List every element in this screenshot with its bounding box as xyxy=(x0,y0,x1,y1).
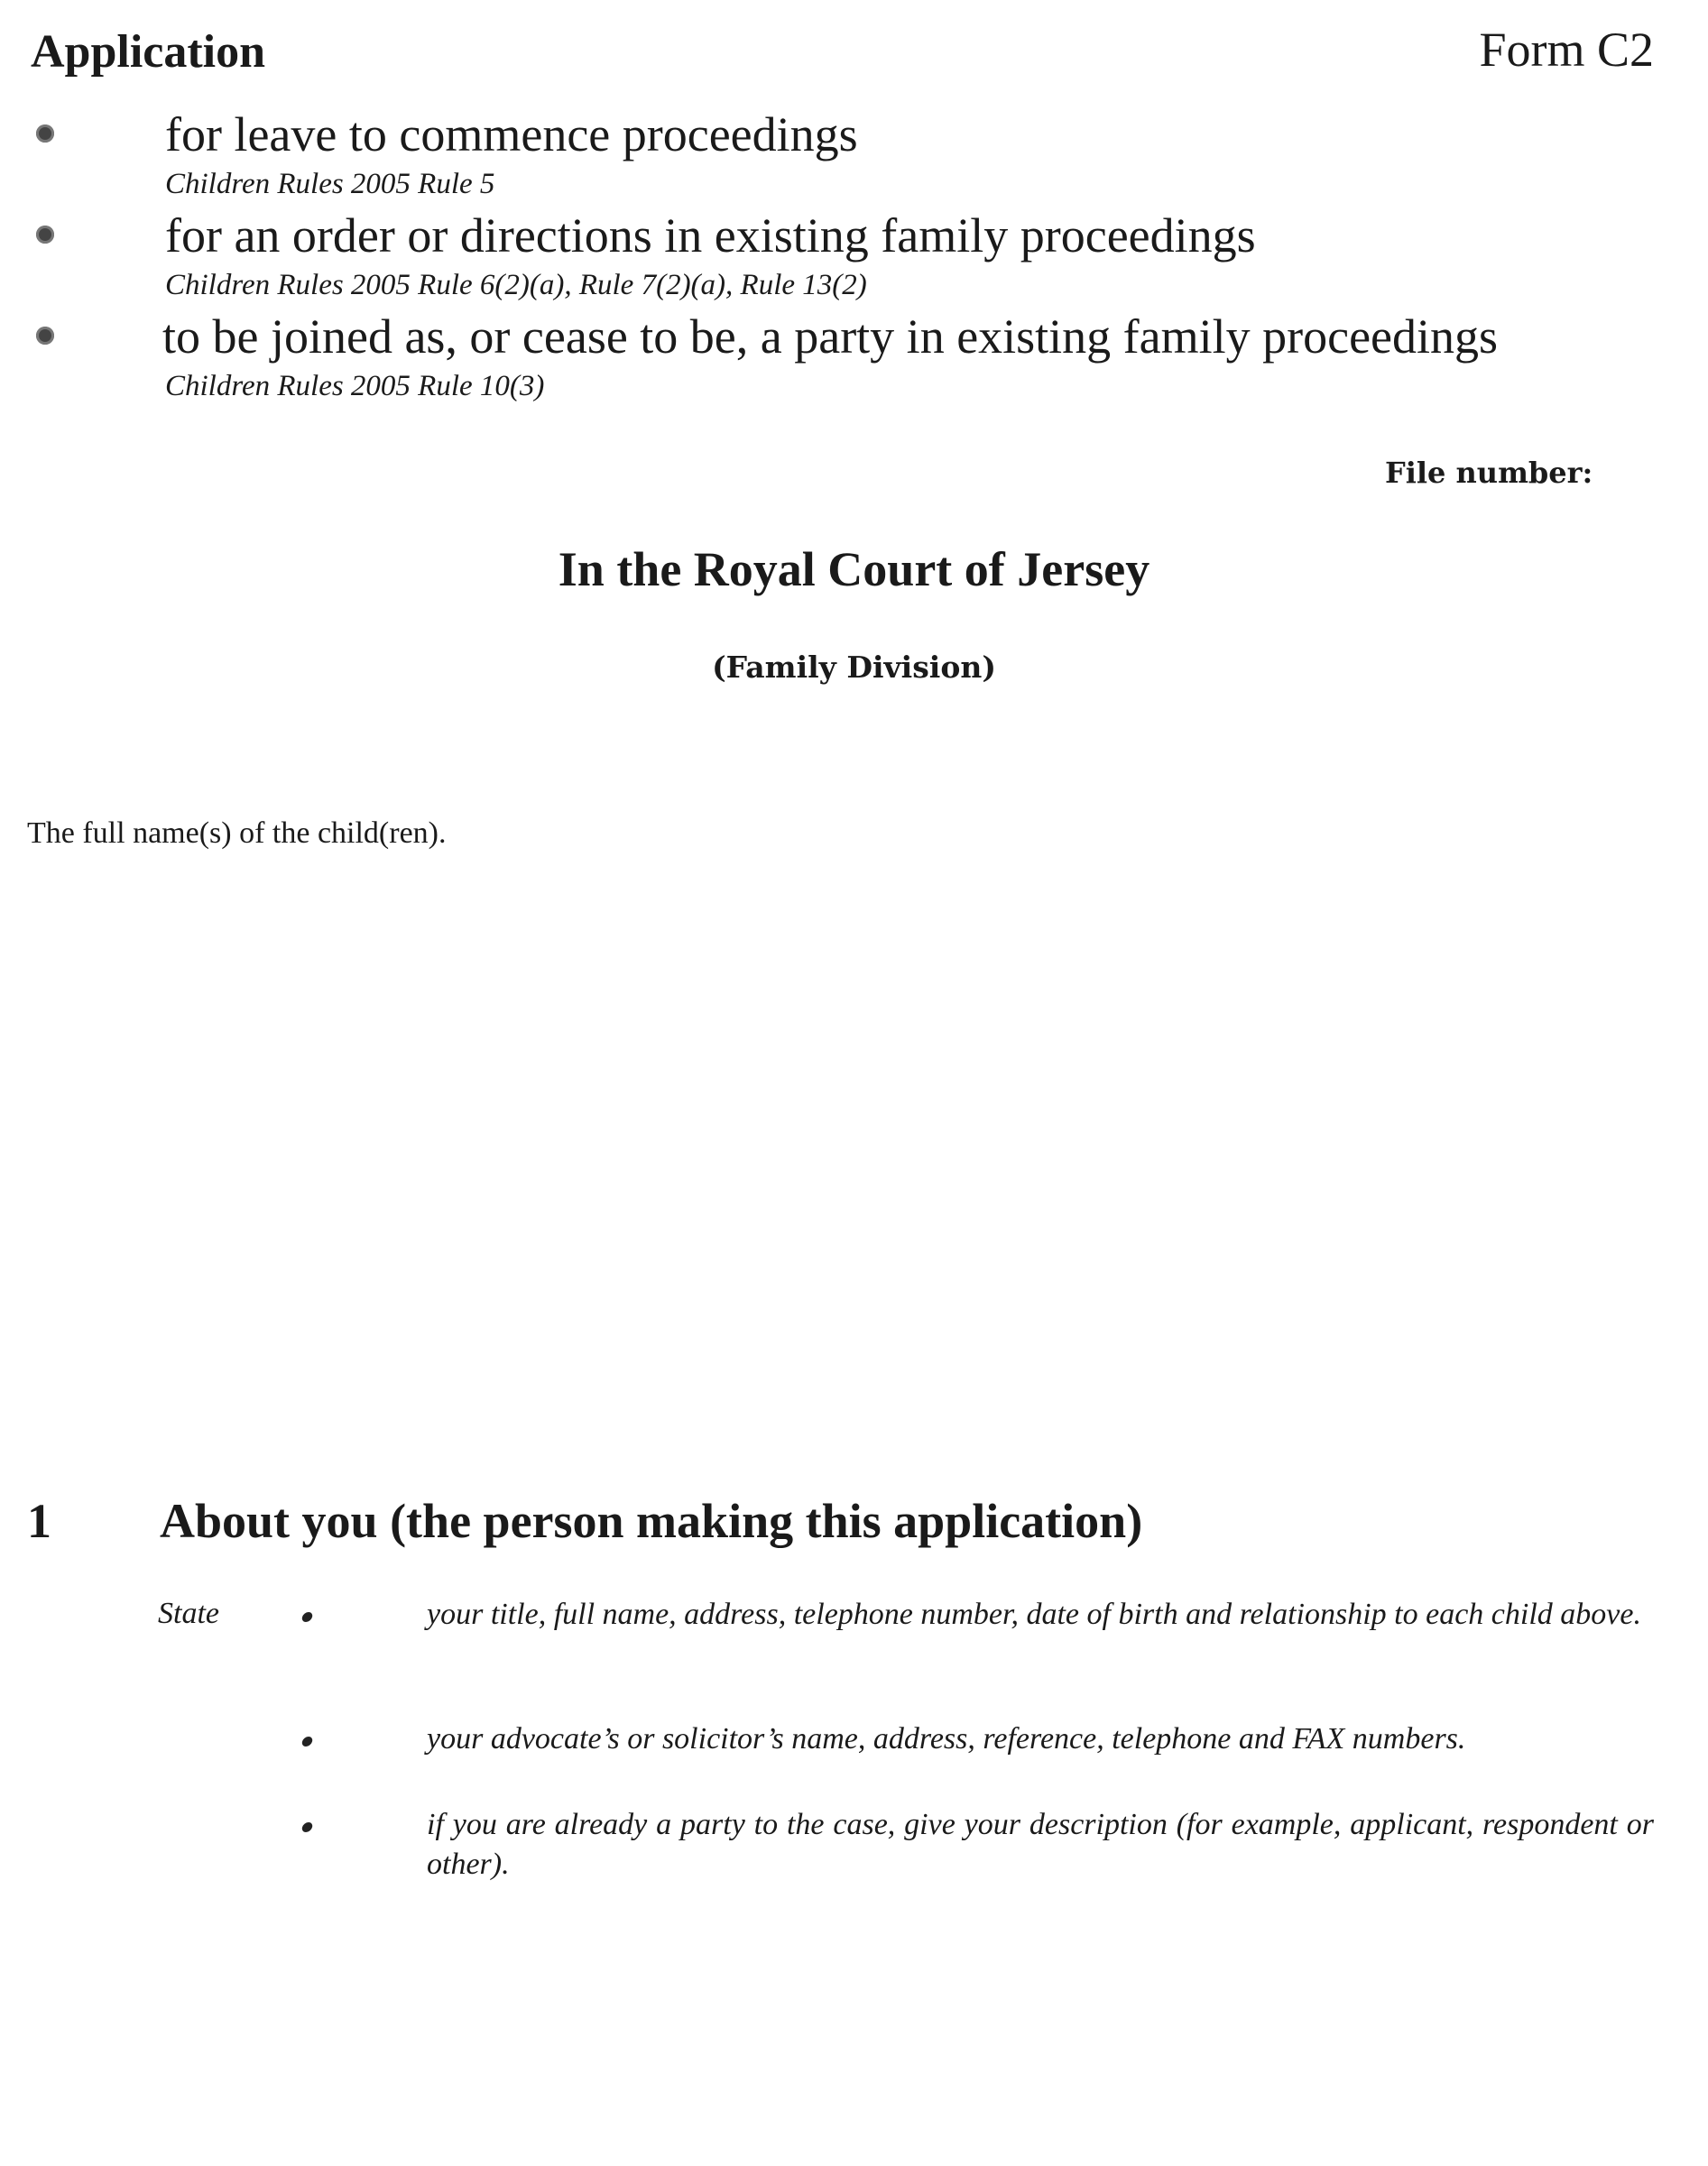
file-number-label: File number: xyxy=(1385,456,1593,490)
instruction-applicant-details: your title, full name, address, telephone number, date of birth and relationship to each child above. xyxy=(427,1598,1641,1631)
purpose-party-text: to be joined as, or cease to be, a party in existing family proceedings xyxy=(162,309,1499,364)
form-code: Form C2 xyxy=(1479,23,1654,77)
purpose-order-text: for an order or directions in existing family proceedings xyxy=(165,208,1256,263)
court-title: In the Royal Court of Jersey xyxy=(558,542,1150,596)
section-title: About you (the person making this application) xyxy=(160,1494,1143,1548)
purpose-party-rule: Children Rules 2005 Rule 10(3) xyxy=(165,370,545,402)
purpose-leave-rule: Children Rules 2005 Rule 5 xyxy=(165,168,495,200)
purpose-leave-text: for leave to commence proceedings xyxy=(165,107,858,161)
purpose-order-rule: Children Rules 2005 Rule 6(2)(a), Rule 7(2)(a), Rule 13(2) xyxy=(165,269,867,301)
children-names-label: The full name(s) of the child(ren). xyxy=(27,816,447,850)
court-division: (Family Division) xyxy=(712,650,996,685)
instruction-advocate-details: your advocate’s or solicitor’s name, address, reference, telephone and FAX numbers. xyxy=(427,1722,1466,1756)
bullet-icon xyxy=(36,226,54,244)
bullet-icon xyxy=(36,124,54,143)
application-title: Application xyxy=(31,26,266,78)
bullet-icon xyxy=(301,1612,314,1622)
state-label: State xyxy=(158,1597,219,1630)
bullet-icon xyxy=(301,1737,314,1747)
instruction-party-description: if you are already a party to the case, give your description (for example, applicant, respondent or other). xyxy=(427,1808,1654,1881)
bullet-icon xyxy=(36,327,54,345)
section-number: 1 xyxy=(27,1494,51,1548)
bullet-icon xyxy=(301,1822,314,1832)
